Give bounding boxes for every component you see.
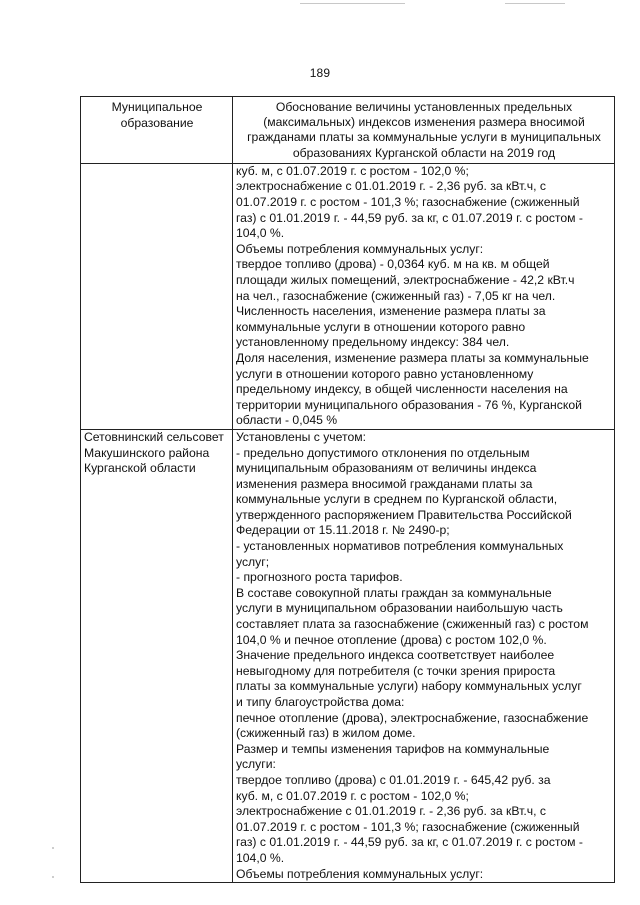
scan-speck [52, 847, 54, 849]
text-line: Объемы потребления коммунальных услуг: [236, 866, 484, 881]
text-line: электроснабжение с 01.01.2019 г. - 2,36 руб. за кВт.ч, с [236, 804, 546, 819]
text-line: Доля населения, изменение размера платы за коммунальные [236, 350, 589, 365]
text-line: невыгодному для потребителя (с точки зрения прироста [236, 663, 556, 678]
text-line: муниципальным образованиям от величины индекса [236, 461, 537, 476]
table-row [81, 163, 615, 429]
municipality-name-line: Сетовнинский сельсовет [84, 429, 224, 444]
text-line: твердое топливо (дрова) с 01.01.2019 г. - 645,42 руб. за [236, 772, 551, 787]
municipality-cell [81, 429, 233, 882]
municipality-name-line: Курганской области [84, 461, 196, 476]
text-line: составляет плата за газоснабжение (сжиженный газ) с ростом [236, 617, 589, 632]
header-justification [233, 97, 615, 164]
text-line: территории муниципального образования - 76 %, Курганской [236, 397, 582, 412]
text-line: услуги в муниципальном образовании наибольшую часть [236, 601, 563, 616]
scan-speck [52, 876, 54, 878]
page-number: 189 [309, 66, 331, 80]
text-line: и типу благоустройства дома: [236, 695, 405, 709]
text-line: услуг; [236, 554, 270, 569]
text-line: предельному индексу, в общей численности населения на [236, 382, 568, 397]
header-municipality [81, 97, 233, 164]
text-line: - установленных нормативов потребления коммунальных [236, 539, 564, 554]
text-line: газ) с 01.01.2019 г. - 44,59 руб. за кг, с 01.07.2019 г. с ростом - [236, 835, 583, 850]
text-line: 104,0 %. [236, 850, 285, 865]
justification-cell [233, 163, 615, 429]
text-line: Установлены с учетом: [236, 429, 366, 444]
text-line: В составе совокупной платы граждан за коммунальные [236, 585, 552, 600]
scan-artifact-line [300, 3, 405, 4]
header-justification-line: Обоснование величины установленных предельных [275, 100, 573, 114]
justification-table [80, 96, 615, 883]
header-justification-line: образованиях Курганской области на 2019 год [292, 145, 556, 160]
municipality-name-line: Макушинского района [84, 445, 210, 460]
text-line: установленному предельному индексу: 384 чел. [236, 335, 510, 350]
text-line: услуги в отношении которого равно установленному [236, 366, 534, 381]
text-line: электроснабжение с 01.01.2019 г. - 2,36 руб. за кВт.ч, с [236, 179, 546, 194]
municipality-cell [81, 163, 233, 429]
justification-cell [233, 429, 615, 882]
text-line: Значение предельного индекса соответствует наиболее [236, 648, 555, 663]
text-line: (сжиженный газ) в жилом доме. [236, 726, 416, 741]
header-justification-line: гражданами платы за коммунальные услуги в муниципальных [247, 130, 601, 145]
header-municipality-line: образование [120, 115, 194, 130]
text-line: 104,0 % и печное отопление (дрова) с ростом 102,0 %. [236, 632, 547, 647]
text-line: Размер и темпы изменения тарифов на коммунальные [236, 741, 550, 756]
text-line: на чел., газоснабжение (сжиженный газ) - 7,05 кг на чел. [236, 288, 556, 303]
text-line: печное отопление (дрова), электроснабжение, газоснабжение [236, 710, 589, 725]
text-line: Объемы потребления коммунальных услуг: [236, 241, 484, 256]
text-line: Федерации от 15.11.2018 г. № 2490-р; [236, 523, 450, 538]
text-line: - предельно допустимого отклонения по отдельным [236, 445, 530, 460]
text-line: услуги: [236, 757, 276, 772]
text-line: 104,0 %. [236, 226, 285, 241]
table-header-row [81, 97, 615, 164]
text-line: коммунальные услуги в среднем по Курганской области, [236, 492, 558, 507]
text-line: изменения размера вносимой гражданами платы за [236, 476, 533, 491]
scan-artifact-line [505, 3, 565, 4]
text-line: твердое топливо (дрова) - 0,0364 куб. м на кв. м общей [236, 257, 550, 272]
header-municipality-line: Муниципальное [111, 100, 203, 114]
text-line: области - 0,045 % [236, 413, 338, 428]
text-line: 01.07.2019 г. с ростом - 101,3 %; газоснабжение (сжиженный [236, 195, 580, 209]
text-line: газ) с 01.01.2019 г. - 44,59 руб. за кг, с 01.07.2019 г. с ростом - [236, 210, 583, 225]
text-line: утвержденного распоряжением Правительства Российской [236, 507, 572, 522]
text-line: платы за коммунальные услуги) набору коммунальных услуг [236, 679, 582, 694]
text-line: коммунальные услуги в отношении которого равно [236, 319, 526, 334]
header-justification-line: (максимальных) индексов изменения размера вносимой [263, 115, 585, 130]
text-line: - прогнозного роста тарифов. [236, 570, 403, 585]
text-line: 01.07.2019 г. с ростом - 101,3 %; газоснабжение (сжиженный [236, 819, 580, 834]
text-line: площади жилых помещений, электроснабжение - 42,2 кВт.ч [236, 272, 575, 287]
text-line: Численность населения, изменение размера платы за [236, 304, 546, 319]
text-line: куб. м, с 01.07.2019 г. с ростом - 102,0 %; [236, 163, 469, 178]
table-row [81, 429, 615, 882]
text-line: куб. м, с 01.07.2019 г. с ростом - 102,0 %; [236, 788, 469, 803]
